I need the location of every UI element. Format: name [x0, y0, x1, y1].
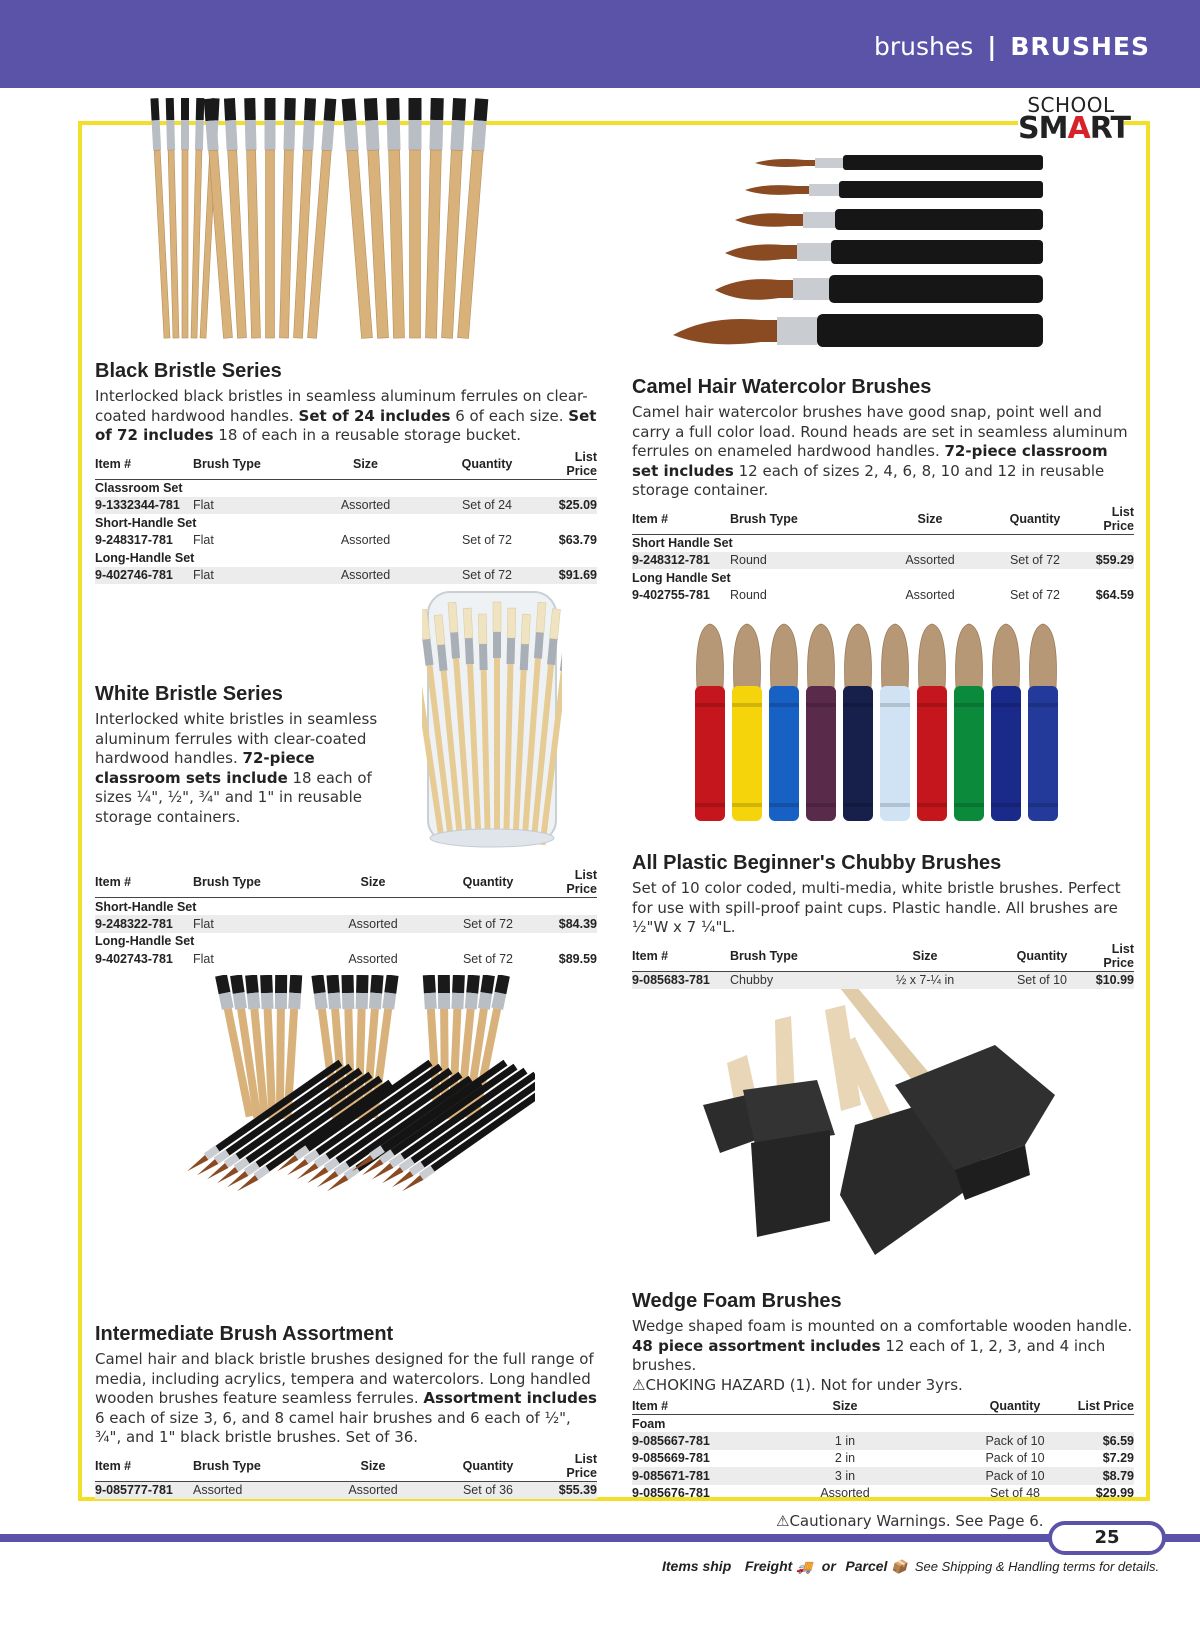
column-header: Item #: [95, 449, 193, 480]
table-header: [632, 941, 1134, 972]
cell-size: Assorted: [313, 915, 433, 933]
header-category: brushes: [873, 32, 974, 61]
cell-qty: Pack of 10: [985, 1451, 1045, 1466]
truck-icon: 🚚: [795, 1559, 813, 1574]
cell-type: Flat: [193, 497, 303, 515]
cell-qty: Set of 72: [428, 567, 546, 585]
cell-price: $6.59: [1070, 1432, 1134, 1450]
cell-qty: Set of 72: [462, 951, 514, 966]
cell-size: Assorted: [820, 1486, 870, 1501]
product-description: Interlocked black bristles in seamless aluminum ferrules on clear-coated hardwood handles. Set of 24 includes 6 of each size. Set of 72 includes 18 of each in a reusable storage bucket.: [95, 387, 597, 444]
cell-qty: Set of 72: [461, 533, 513, 548]
cell-price: $55.39: [543, 1481, 597, 1499]
cell-item: 9-085676-781: [632, 1486, 710, 1501]
cell-qty: Set of 24: [428, 497, 546, 515]
cell-item: 9-085777-781: [95, 1481, 193, 1499]
cell-size: Assorted: [870, 552, 990, 570]
logo-a: A: [1067, 111, 1090, 146]
column-header: Item #: [632, 504, 730, 535]
header-separator: |: [987, 32, 997, 61]
column-header: Brush Type: [730, 504, 870, 535]
chubby-brushes-image: [690, 618, 1075, 836]
column-header: Size: [870, 504, 990, 535]
cell-type: Round: [730, 552, 870, 570]
table-row: [95, 1481, 597, 1499]
cell-item: 9-1332344-781: [95, 497, 193, 515]
price-table: [632, 941, 1134, 989]
product-title: Black Bristle Series: [95, 360, 282, 382]
table-row: [95, 497, 597, 515]
price-table: [95, 1451, 597, 1499]
cautionary-warnings-note: ⚠Cautionary Warnings. See Page 6.: [776, 1512, 1044, 1530]
cell-qty: Set of 72: [1009, 588, 1061, 603]
product-white-bristle: [95, 683, 385, 827]
table-row: [632, 1432, 1134, 1450]
cell-item: 9-085683-781: [632, 971, 730, 989]
cell-qty: Set of 10: [1000, 971, 1084, 989]
column-header: Brush Type: [193, 867, 313, 898]
intermediate-assortment-image: [145, 975, 535, 1315]
cell-price: $63.79: [558, 533, 597, 548]
column-header: Quantity: [433, 867, 543, 898]
cell-item: 9-248322-781: [95, 915, 193, 933]
product-title: White Bristle Series: [95, 683, 283, 705]
table-row: [632, 1467, 1134, 1485]
price-table: [95, 867, 597, 968]
cell-size: 1 in: [730, 1432, 960, 1450]
cell-price: $7.29: [1102, 1451, 1134, 1466]
column-header: Item #: [632, 1398, 730, 1415]
cell-item: 9-085667-781: [632, 1432, 730, 1450]
cell-size: Assorted: [348, 951, 398, 966]
column-header: Size: [313, 1451, 433, 1482]
table-header: [95, 449, 597, 480]
cell-item: 9-248317-781: [95, 533, 173, 548]
cell-qty: Set of 36: [433, 1481, 543, 1499]
column-header: List Price: [1080, 504, 1134, 535]
cell-item: 9-402746-781: [95, 567, 193, 585]
cell-price: $91.69: [546, 567, 597, 585]
cell-price: $10.99: [1084, 971, 1134, 989]
cell-type: Flat: [193, 533, 214, 548]
group-label: Foam: [632, 1415, 1134, 1433]
product-title: Wedge Foam Brushes: [632, 1290, 842, 1312]
cell-size: 3 in: [730, 1467, 960, 1485]
table-row: [632, 552, 1134, 570]
column-header: Quantity: [1000, 941, 1084, 972]
group-label: Long-Handle Set: [95, 549, 597, 567]
wedge-foam-brushes-image: [665, 985, 1085, 1265]
cell-type: Flat: [193, 915, 313, 933]
cell-size: Assorted: [303, 567, 428, 585]
cell-qty: Set of 48: [989, 1486, 1041, 1501]
parcel-label: Parcel: [845, 1558, 888, 1574]
parcel-box-icon: 📦: [891, 1559, 908, 1574]
cell-qty: Set of 72: [433, 915, 543, 933]
cell-type: Flat: [193, 567, 303, 585]
product-chubby: [632, 852, 1134, 989]
table-group-row: [95, 549, 597, 567]
product-description: Interlocked white bristles in seamless aluminum ferrules with clear-coated hardwood handles. 72-piece classroom sets include 18 each of sizes ¼", ½", ¾" and 1" in reusable storage containers.: [95, 710, 378, 826]
cell-price: $59.29: [1080, 552, 1134, 570]
cell-price: $29.99: [1095, 1486, 1134, 1501]
cell-item: 9-085671-781: [632, 1467, 730, 1485]
column-header: Size: [850, 941, 1000, 972]
column-header: Quantity: [990, 504, 1080, 535]
cell-item: 9-248312-781: [632, 552, 730, 570]
column-header: List Price: [1070, 1398, 1134, 1415]
group-label: Long Handle Set: [632, 569, 1134, 587]
column-header: List Price: [543, 1451, 597, 1482]
cell-type: Round: [730, 588, 767, 603]
logo-rt: RT: [1089, 111, 1130, 146]
product-description: Camel hair and black bristle brushes designed for the full range of media, including acrylics, tempera and watercolors. Long handled wooden brushes feature seamless ferrules. Assortment includes 6 each of size 3, 6, and 8 camel hair brushes and 6 each of ½", ¾", and 1" black bristle brushes. Set of 36.: [95, 1350, 597, 1446]
camel-hair-brushes-image: [665, 145, 1060, 360]
cell-price: $84.39: [543, 915, 597, 933]
header-title: BRUSHES: [1010, 32, 1150, 61]
cell-size: Assorted: [303, 497, 428, 515]
table-group-row: [95, 479, 597, 497]
product-title: Camel Hair Watercolor Brushes: [632, 376, 932, 398]
product-white-bristle-table: [95, 864, 597, 968]
cell-qty: Pack of 10: [960, 1467, 1070, 1485]
cell-price: $8.79: [1070, 1467, 1134, 1485]
column-header: Quantity: [428, 449, 546, 480]
product-title: Intermediate Brush Assortment: [95, 1323, 394, 1345]
cell-type: Flat: [193, 951, 214, 966]
warning-icon: ⚠: [776, 1512, 790, 1530]
warning-icon: ⚠: [632, 1375, 646, 1394]
table-group-row: [632, 1415, 1134, 1433]
cell-size: Assorted: [340, 533, 391, 548]
column-header: Size: [303, 449, 428, 480]
table-group-row: [95, 933, 597, 951]
group-label: Classroom Set: [95, 479, 597, 497]
table-header: [632, 1398, 1134, 1415]
column-header: Brush Type: [193, 449, 303, 480]
cell-price: $25.09: [546, 497, 597, 515]
logo-sm: SM: [1018, 111, 1068, 146]
cell-size: ½ x 7-¼ in: [850, 971, 1000, 989]
table-row: [95, 532, 597, 550]
cell-size: Assorted: [905, 588, 955, 603]
cell-price: $64.59: [1095, 588, 1134, 603]
product-description: Set of 10 color coded, multi-media, white bristle brushes. Perfect for use with spill-proof paint cups. Plastic handle. All brushes are ½"W x 7 ¼"L.: [632, 879, 1121, 936]
column-header: Quantity: [433, 1451, 543, 1482]
group-label: Short Handle Set: [632, 534, 1134, 552]
column-header: Size: [730, 1398, 960, 1415]
column-header: List Price: [543, 867, 597, 898]
column-header: Item #: [632, 941, 730, 972]
group-label: Short-Handle Set: [95, 514, 597, 532]
shipping-note: Items ship Freight 🚚 or Parcel 📦 See Shipping & Handling terms for details.: [662, 1558, 1160, 1574]
price-table: [632, 504, 1134, 605]
table-header: [95, 867, 597, 898]
column-header: List Price: [546, 449, 597, 480]
cell-item: 9-085669-781: [632, 1451, 710, 1466]
cell-item: 9-402743-781: [95, 951, 173, 966]
product-wedge-foam: [632, 1290, 1134, 1502]
table-row: [632, 1485, 1134, 1503]
table-header: [95, 1451, 597, 1482]
cell-size: 2 in: [834, 1451, 856, 1466]
cell-qty: Pack of 10: [960, 1432, 1070, 1450]
product-title: All Plastic Beginner's Chubby Brushes: [632, 852, 1002, 874]
cell-size: Assorted: [313, 1481, 433, 1499]
choking-hazard-warning: CHOKING HAZARD (1). Not for under 3yrs.: [645, 1375, 963, 1394]
product-camel-hair: [632, 376, 1134, 604]
group-label: Long-Handle Set: [95, 933, 597, 951]
table-group-row: [95, 514, 597, 532]
table-group-row: [95, 898, 597, 916]
group-label: Short-Handle Set: [95, 898, 597, 916]
cell-price: $89.59: [558, 951, 597, 966]
column-header: Item #: [95, 1451, 193, 1482]
table-row: [632, 971, 1134, 989]
product-black-bristle: [95, 360, 597, 584]
page-number: 25: [1048, 1521, 1166, 1555]
white-bristle-container-image: [422, 588, 562, 850]
table-row: [632, 1450, 1134, 1468]
column-header: Brush Type: [193, 1451, 313, 1482]
column-header: Item #: [95, 867, 193, 898]
price-table: [632, 1398, 1134, 1502]
product-description: Wedge shaped foam is mounted on a comfortable wooden handle. 48 piece assortment includes 12 each of 1, 2, 3, and 4 inch brushes. ⚠CHOKING HAZARD (1). Not for under 3yrs.: [632, 1317, 1133, 1394]
footer-line: [0, 1534, 1200, 1542]
table-group-row: [632, 569, 1134, 587]
price-table: [95, 449, 597, 585]
cell-type: Chubby: [730, 971, 850, 989]
column-header: Quantity: [960, 1398, 1070, 1415]
product-intermediate: [95, 1323, 597, 1499]
cell-qty: Set of 72: [990, 552, 1080, 570]
column-header: List Price: [1084, 941, 1134, 972]
table-row: [95, 915, 597, 933]
table-row: [95, 950, 597, 968]
column-header: Brush Type: [730, 941, 850, 972]
table-header: [632, 504, 1134, 535]
table-row: [95, 567, 597, 585]
cell-item: 9-402755-781: [632, 588, 710, 603]
column-header: Size: [313, 867, 433, 898]
table-row: [632, 587, 1134, 605]
cell-type: Assorted: [193, 1481, 313, 1499]
logo-line2: [1018, 111, 1130, 146]
table-group-row: [632, 534, 1134, 552]
product-description: Camel hair watercolor brushes have good snap, point well and carry a full color load. Round heads are set in seamless aluminum ferrules on enameled hardwood handles. 72-piece classroom set includes 12 each of sizes 2, 4, 6, 8, 10 and 12 in reusable storage container.: [632, 403, 1128, 499]
freight-label: Freight: [744, 1558, 793, 1574]
black-bristle-brushes-image: [150, 98, 520, 350]
logo-line1: SCHOOL: [1027, 93, 1115, 117]
page-header-title: [874, 32, 1150, 61]
